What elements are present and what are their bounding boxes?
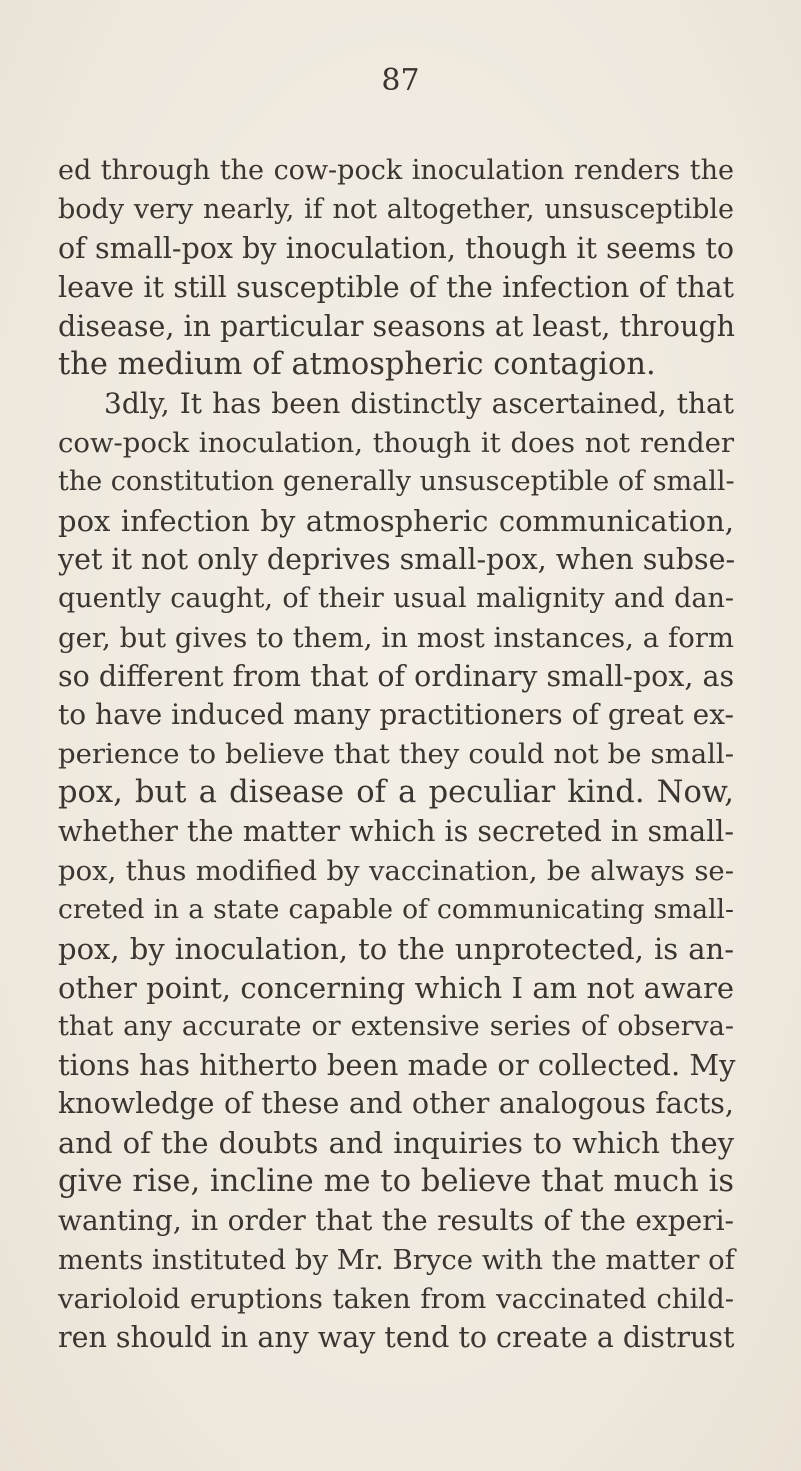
text-line: ger, but gives to them, in most instances, a form — [58, 621, 734, 654]
text-line: ren should in any way tend to create a distrust — [58, 1320, 735, 1354]
text-line: body very nearly, if not altogether, unsusceptible — [58, 193, 734, 225]
text-line: the constitution generally unsusceptible of small- — [58, 466, 735, 498]
text-line: varioloid eruptions taken from vaccinated child- — [58, 1282, 734, 1315]
text-line: so different from that of ordinary small-pox, as — [58, 659, 735, 693]
text-line: pox infection by atmospheric communication, — [58, 504, 734, 539]
text-line: pox, but a disease of a peculiar kind. Now, — [58, 775, 734, 811]
text-line: pox, by inoculation, to the unprotected, is an- — [58, 931, 734, 966]
text-line: disease, in particular seasons at least, through — [58, 309, 736, 343]
text-line: tions has hitherto been made or collected. My — [58, 1048, 736, 1083]
text-line: yet it not only deprives small-pox, when subse- — [58, 542, 736, 576]
text-line: to have induced many practitioners of great ex- — [58, 698, 734, 732]
page-number: 87 — [381, 63, 420, 98]
text-line: and of the doubts and inquiries to which they — [58, 1126, 734, 1161]
text-line: wanting, in order that the results of the experi- — [58, 1204, 734, 1238]
text-line: perience to believe that they could not be small- — [58, 738, 734, 771]
text-line: whether the matter which is secreted in small- — [58, 815, 734, 849]
paragraph-start-line: 3dly, It has been distinctly ascertained, that — [104, 387, 734, 421]
text-line: that any accurate or extensive series of observa- — [58, 1010, 734, 1042]
text-line: give rise, incline me to believe that much is — [58, 1164, 734, 1200]
text-line: creted in a state capable of communicating small- — [58, 893, 734, 925]
text-line: leave it still susceptible of the infection of that — [58, 270, 734, 304]
text-line: ments instituted by Mr. Bryce with the matter of — [58, 1243, 735, 1276]
text-line: pox, thus modified by vaccination, be always se- — [58, 855, 734, 888]
text-line: cow-pock inoculation, though it does not render — [58, 427, 734, 460]
text-line: of small-pox by inoculation, though it seems to — [58, 231, 734, 265]
text-line: other point, concerning which I am not aware — [58, 970, 734, 1005]
text-line: quently caught, of their usual malignity and dan- — [58, 582, 734, 614]
body-text — [58, 152, 734, 1358]
text-line: ed through the cow-pock inoculation renders the — [58, 155, 734, 186]
text-line: knowledge of these and other analogous facts, — [58, 1087, 734, 1121]
text-line: the medium of atmospheric contagion. — [58, 347, 656, 383]
